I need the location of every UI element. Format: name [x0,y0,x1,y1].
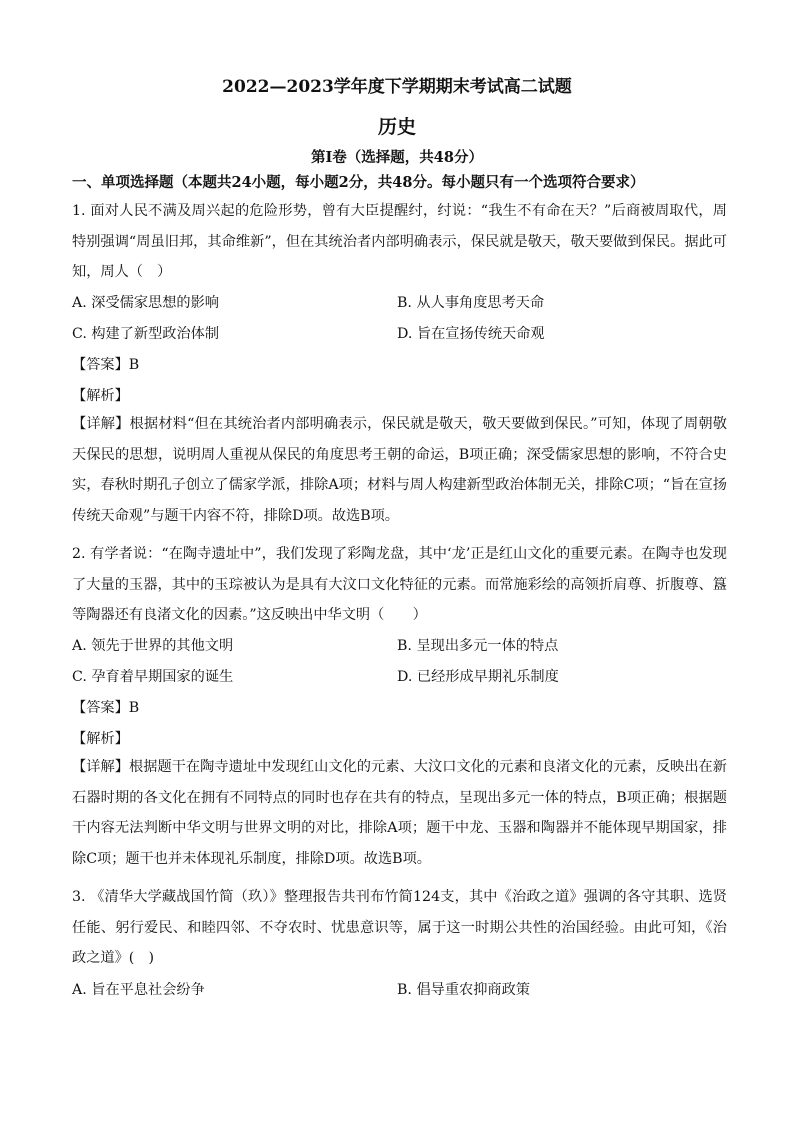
question-1-option-d: D. 旨在宣扬传统天命观 [397,326,545,342]
question-1-option-c: C. 构建了新型政治体制 [72,326,220,342]
question-3-option-b: B. 倡导重农抑商政策 [397,982,530,998]
question-1-option-a: A. 深受儒家思想的影响 [72,295,219,311]
section-heading: 一、单项选择题（本题共24小题，每小题2分，共48分。每小题只有一个选项符合要求） [72,174,645,191]
question-1-stem: 1. 面对人民不满及周兴起的危险形势，曾有大臣提醒纣，纣说：“我生不有命在天？”后商被周取代，周特别强调“周虽旧邦，其命维新”，但在其统治者内部明确表示，保民就是敬天，敬天要做到保民。据此可知，周人（ ） [72,203,727,280]
question-2-detail: 【详解】根据题干在陶寺遗址中发现红山文化的元素、大汶口文化的元素和良渚文化的元素，反映出在新石器时期的各文化在拥有不同特点的同时也存在共有的特点，呈现出多元一体的特点，B项正确；根据题干内容无法判断中华文明与世界文明的对比，排除A项；题干中龙、玉器和陶器并不能体现早期国家，排除C项；题干也并未体现礼乐制度，排除D项。故选B项。 [72,759,727,867]
question-2-option-c: C. 孕育着早期国家的诞生 [72,669,234,685]
question-1-option-b: B. 从人事角度思考天命 [397,295,545,311]
question-2-stem: 2. 有学者说：“在陶寺遗址中”，我们发现了彩陶龙盘，其中‘龙’正是红山文化的重要元素。在陶寺也发现了大量的玉器，其中的玉琮被认为是具有大汶口文化特征的元素。而常施彩绘的高领折肩尊、折腹尊、簋等陶器还有良渚文化的因素。”这反映出中华文明（ ） [72,546,727,623]
question-2-option-b: B. 呈现出多元一体的特点 [397,638,559,654]
question-1-answer: 【答案】B [72,357,140,373]
question-2-option-a: A. 领先于世界的其他文明 [72,638,234,654]
question-3-option-a: A. 旨在平息社会纷争 [72,982,205,998]
question-1-detail: 【详解】根据材料“但在其统治者内部明确表示，保民就是敬天，敬天要做到保民。”可知，体现了周朝敬天保民的思想，说明周人重视从保民的角度思考王朝的命运，B项正确；深受儒家思想的影响，不符合史实，春秋时期孔子创立了儒家学派，排除A项；材料与周人构建新型政治体制无关，排除C项；“旨在宣扬传统天命观”与题干内容不符，排除D项。故选B项。 [72,416,727,524]
question-2-answer: 【答案】B [72,700,140,716]
subject-title: 历史 [377,116,416,138]
question-2-analysis-label: 【解析】 [72,731,129,747]
part-title: 第Ⅰ卷（选择题，共48分） [311,149,483,166]
exam-title: 2022—2023学年度下学期期末考试高二试题 [222,77,572,97]
question-1-analysis-label: 【解析】 [72,388,129,404]
question-3-stem: 3. 《清华大学藏战国竹简（玖）》整理报告共刊布竹简124支，其中《治政之道》强调的各守其职、选贤任能、躬行爱民、和睦四邻、不夺农时、忧患意识等，属于这一时期公共性的治国经验。由此可知，《治政之道》( ) [72,889,727,966]
question-2-option-d: D. 已经形成早期礼乐制度 [397,669,559,685]
